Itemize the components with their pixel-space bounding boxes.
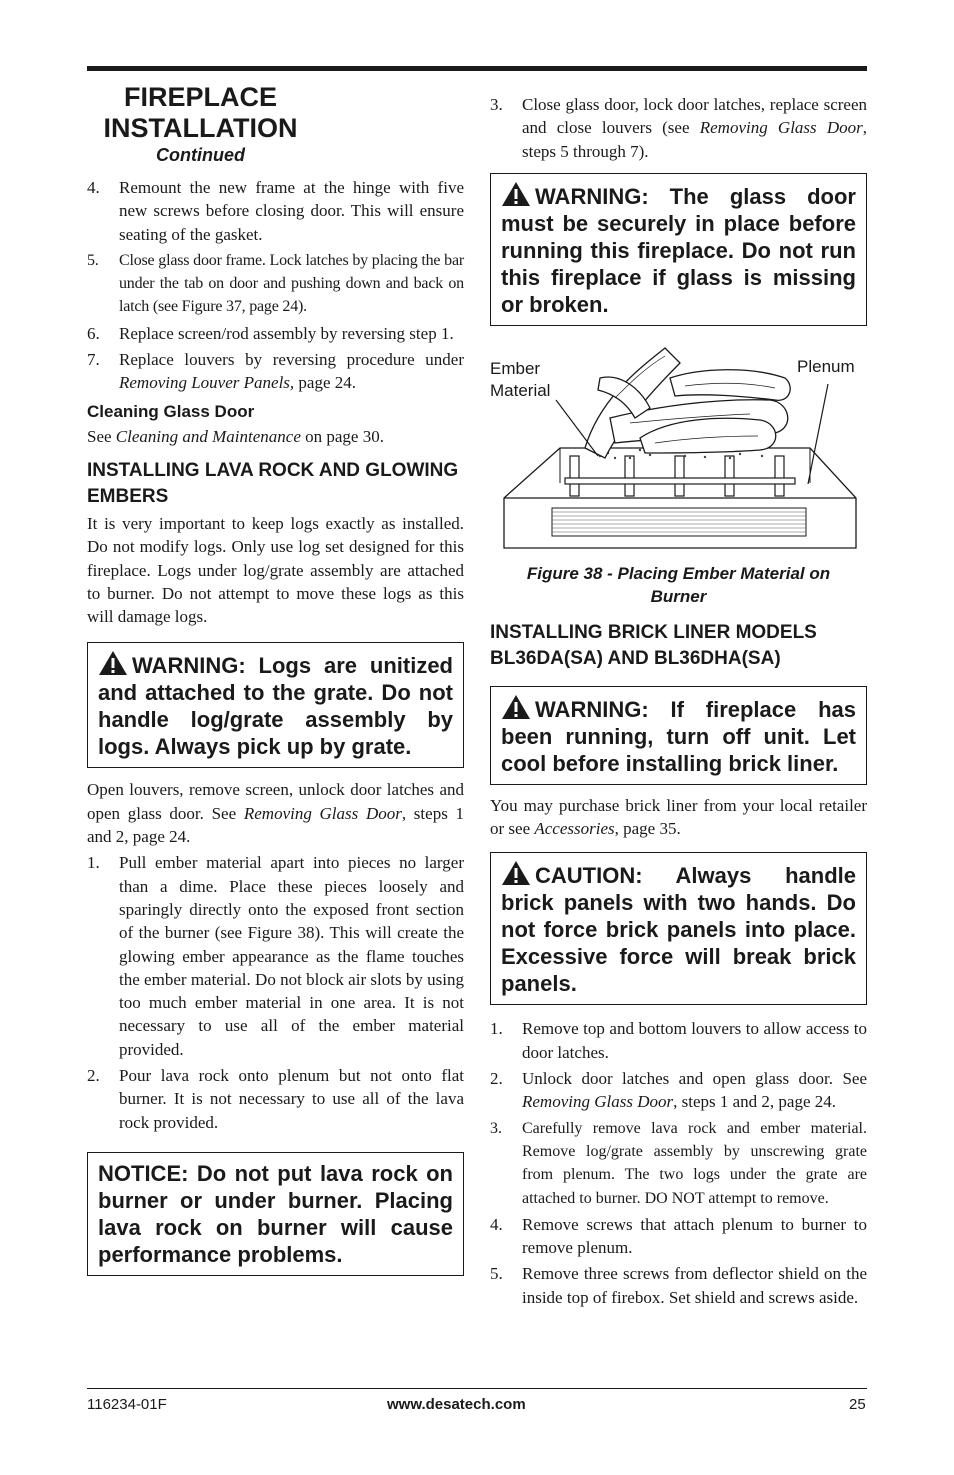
steps-list-b xyxy=(87,851,464,1134)
purchase-text: You may purchase brick liner from your local retailer or see Accessories, page 35. xyxy=(490,795,867,839)
warning-icon xyxy=(501,181,531,207)
left-column xyxy=(87,80,464,1276)
list-item: 2. Pour lava rock onto plenum but not onto flat burner. It is not necessary to use all of the lava rock provided. xyxy=(87,1066,464,1132)
warning-logs-box: WARNING: Logs are unitized and attached to the grate. Do not handle log/grate assembly by logs. Always pick up by grate. xyxy=(87,642,464,768)
lava-heading: INSTALLING LAVA ROCK AND GLOWING EMBERS xyxy=(87,459,459,507)
cleaning-text: See Cleaning and Maintenance on page 30. xyxy=(87,426,384,446)
list-item: 1. Remove top and bottom louvers to allow access to door latches. xyxy=(490,1019,867,1062)
list-item: 3. Close glass door, lock door latches, replace screen and close louvers (see Removing Glass Door, steps 5 through 7). xyxy=(490,95,868,161)
figure-38 xyxy=(490,338,867,558)
list-item: 4. Remove screws that attach plenum to burner to remove plenum. xyxy=(490,1214,867,1258)
list-item: 3. Carefully remove lava rock and ember material. Remove log/grate assembly by unscrewing grate from plenum. The two logs under the grate are attached to burner. DO NOT attempt to remove. xyxy=(490,1119,867,1207)
doc-number: 116234-01F xyxy=(87,1396,167,1413)
header-rule xyxy=(87,66,867,71)
step-3-list xyxy=(490,93,867,163)
page-number: 25 xyxy=(849,1396,866,1413)
list-item: 1. Pull ember material apart into pieces no larger than a dime. Place these pieces loosely and sparingly directly onto the exposed front section of the burner (see Figure 38). This will create the glowing ember appearance as the flame touches the ember material. Do not block air slots by using too much ember material in one area. It is not necessary to use all of the ember material provided. xyxy=(87,853,464,1059)
page-title-line2: INSTALLATION xyxy=(103,113,298,143)
warning-icon xyxy=(98,650,128,676)
list-item: 4. Remount the new frame at the hinge with five new screws before closing door. This will ensure seating of the gasket. xyxy=(87,178,464,244)
figure-caption: Figure 38 - Placing Ember Material on Burner xyxy=(526,563,831,606)
warning-brick-box: WARNING: If fireplace has been running, turn off unit. Let cool before installing brick liner. xyxy=(490,686,867,785)
label-ember-material: Ember Material xyxy=(490,358,551,400)
right-column xyxy=(490,93,867,1312)
continued-label: Continued xyxy=(156,145,245,165)
footer-rule xyxy=(87,1388,867,1389)
caution-icon xyxy=(501,860,531,886)
list-item: 5. Close glass door frame. Lock latches by placing the bar under the tab on door and pushing down and back on latch (see Figure 37, page 24). xyxy=(87,251,464,316)
label-plenum: Plenum xyxy=(797,356,855,376)
open-louvers-text: Open louvers, remove screen, unlock door latches and open glass door. See Removing Glass Door, steps 1 and 2, page 24. xyxy=(87,780,464,847)
page-title-line1: FIREPLACE xyxy=(123,82,277,112)
lava-paragraph: It is very important to keep logs exactly as installed. Do not modify logs. Only use log set designed for this fireplace. Logs under log/grate assembly are attached to burner. Do not attempt to move these logs as this will damage logs. xyxy=(87,513,464,627)
caution-box: CAUTION: Always handle brick panels with two hands. Do not force brick panels into place. Excessive force will break brick panels. xyxy=(490,852,867,1005)
brick-heading: INSTALLING BRICK LINER MODELS BL36DA(SA) AND BL36DHA(SA) xyxy=(490,621,817,669)
warning-glass-box: WARNING: The glass door must be securely in place before running this fireplace. Do not run this fireplace if glass is missing or broken. xyxy=(490,173,867,326)
list-item: 7. Replace louvers by reversing procedure under Removing Louver Panels, page 24. xyxy=(87,350,464,393)
list-item: 2. Unlock door latches and open glass door. See Removing Glass Door, steps 1 and 2, page 24. xyxy=(490,1069,867,1112)
steps-list-a xyxy=(87,176,464,395)
website-link[interactable]: www.desatech.com xyxy=(387,1396,526,1413)
list-item: 6. Replace screen/rod assembly by reversing step 1. xyxy=(87,323,454,343)
list-item: 5. Remove three screws from deflector shield on the inside top of firebox. Set shield and screws aside. xyxy=(490,1264,867,1307)
brick-steps-list xyxy=(490,1017,867,1309)
cleaning-heading: Cleaning Glass Door xyxy=(87,401,255,421)
warning-icon xyxy=(501,694,531,720)
notice-box: NOTICE: Do not put lava rock on burner or under burner. Placing lava rock on burner will cause performance problems. xyxy=(87,1152,464,1276)
